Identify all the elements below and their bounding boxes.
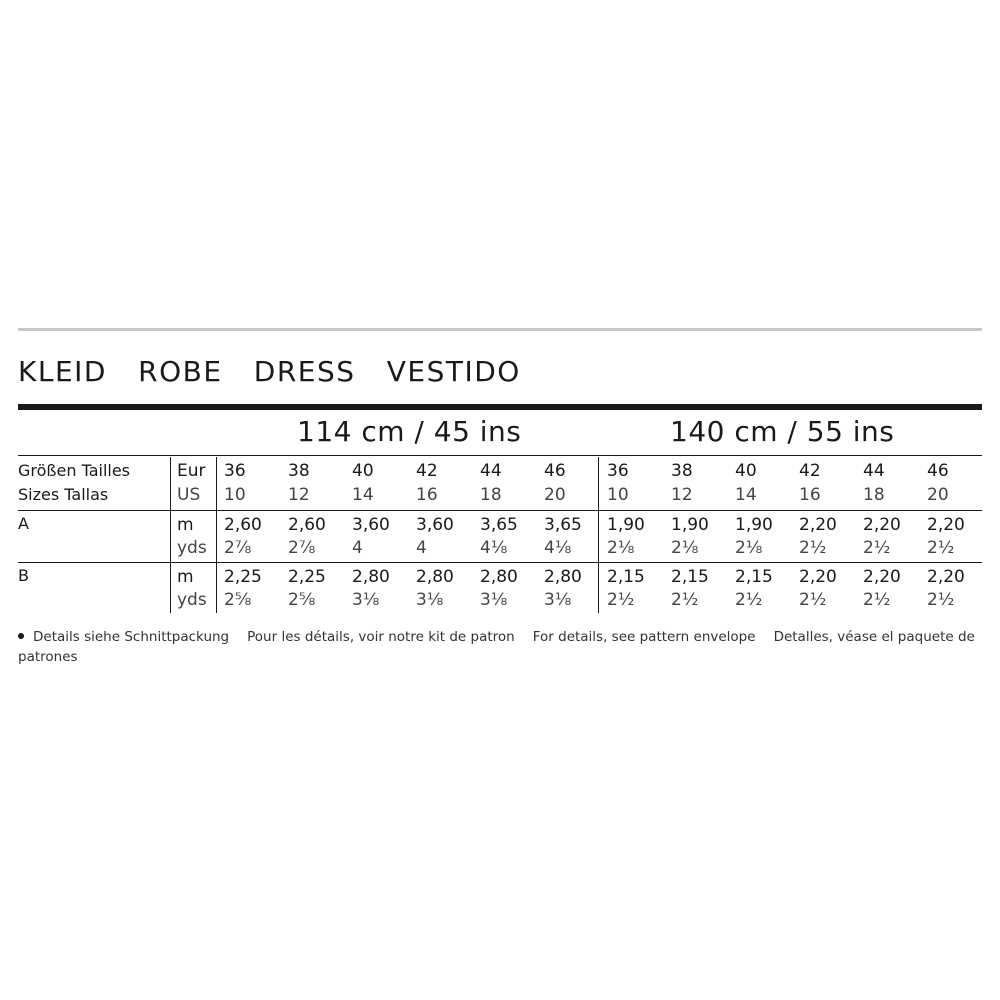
row-b-m-cell: 2,15 bbox=[671, 567, 709, 587]
us-size-cell: 20 bbox=[544, 485, 566, 505]
footnote-de: Details siehe Schnittpackung bbox=[33, 629, 230, 645]
row-b-m-cell: 2,20 bbox=[863, 567, 901, 587]
row-b-m-cell: 2,80 bbox=[416, 567, 454, 587]
us-label: US bbox=[177, 485, 201, 505]
footnote-fr: Pour les détails, voir notre kit de patron bbox=[247, 629, 515, 645]
row-b-yds-cell: 3⅛ bbox=[352, 590, 380, 610]
row-a-yds-cell: 2⅛ bbox=[671, 538, 699, 558]
size-label-de-fr: Größen Tailles bbox=[18, 461, 131, 480]
unit-column-divider bbox=[216, 457, 217, 613]
eur-size-cell: 40 bbox=[352, 461, 374, 481]
row-b-yds-cell: 2½ bbox=[671, 590, 699, 610]
eur-size-cell: 36 bbox=[607, 461, 629, 481]
row-a-m-cell: 2,20 bbox=[799, 515, 837, 535]
eur-size-cell: 46 bbox=[927, 461, 949, 481]
row-a-m-cell: 2,60 bbox=[288, 515, 326, 535]
eur-label: Eur bbox=[177, 461, 206, 481]
row-b-m-cell: 2,15 bbox=[735, 567, 773, 587]
row-a-label: A bbox=[18, 514, 29, 533]
row-a-m-cell: 1,90 bbox=[671, 515, 709, 535]
us-size-cell: 18 bbox=[863, 485, 885, 505]
eur-size-cell: 46 bbox=[544, 461, 566, 481]
row-b-m-cell: 2,25 bbox=[288, 567, 326, 587]
row-b-yds-cell: 2½ bbox=[607, 590, 635, 610]
row-b-yds-cell: 2½ bbox=[863, 590, 891, 610]
fabric-width-140: 140 cm / 55 ins bbox=[670, 415, 895, 448]
row-a-yds-cell: 2½ bbox=[927, 538, 955, 558]
eur-size-cell: 42 bbox=[416, 461, 438, 481]
us-size-cell: 12 bbox=[288, 485, 310, 505]
row-a-yds-cell: 2⅞ bbox=[288, 538, 316, 558]
eur-size-cell: 36 bbox=[224, 461, 246, 481]
row-b-unit-m: m bbox=[177, 567, 194, 587]
header-rule bbox=[18, 455, 982, 456]
row-b-m-cell: 2,25 bbox=[224, 567, 262, 587]
row-b-label: B bbox=[18, 566, 29, 585]
row-b-m-cell: 2,80 bbox=[544, 567, 582, 587]
footnote-es: Detalles, véase el paquete de patrones bbox=[18, 629, 975, 665]
row-b-m-cell: 2,80 bbox=[480, 567, 518, 587]
row-b-yds-cell: 3⅛ bbox=[544, 590, 572, 610]
row-a-m-cell: 2,60 bbox=[224, 515, 262, 535]
row-a-m-cell: 3,65 bbox=[544, 515, 582, 535]
row-a-yds-cell: 2⅛ bbox=[735, 538, 763, 558]
title-underline bbox=[18, 404, 982, 410]
fabric-width-114: 114 cm / 45 ins bbox=[297, 415, 522, 448]
row-b-unit-yds: yds bbox=[177, 590, 207, 610]
row-b-yds-cell: 2½ bbox=[735, 590, 763, 610]
us-size-cell: 16 bbox=[799, 485, 821, 505]
row-a-yds-cell: 4 bbox=[416, 538, 427, 558]
row-b-yds-cell: 3⅛ bbox=[416, 590, 444, 610]
row-b-m-cell: 2,80 bbox=[352, 567, 390, 587]
us-size-cell: 18 bbox=[480, 485, 502, 505]
us-size-cell: 16 bbox=[416, 485, 438, 505]
row-a-yds-cell: 2⅛ bbox=[607, 538, 635, 558]
eur-size-cell: 44 bbox=[480, 461, 502, 481]
row-a-m-cell: 3,65 bbox=[480, 515, 518, 535]
eur-size-cell: 38 bbox=[671, 461, 693, 481]
eur-size-cell: 38 bbox=[288, 461, 310, 481]
top-divider bbox=[18, 328, 982, 331]
us-size-cell: 14 bbox=[352, 485, 374, 505]
row-a-m-cell: 2,20 bbox=[863, 515, 901, 535]
row-a-yds-cell: 2½ bbox=[799, 538, 827, 558]
row-a-yds-cell: 2½ bbox=[863, 538, 891, 558]
row-a-yds-cell: 4 bbox=[352, 538, 363, 558]
us-size-cell: 14 bbox=[735, 485, 757, 505]
us-size-cell: 10 bbox=[607, 485, 629, 505]
row-b-yds-cell: 2½ bbox=[799, 590, 827, 610]
us-size-cell: 10 bbox=[224, 485, 246, 505]
row-a-yds-cell: 4⅛ bbox=[480, 538, 508, 558]
row-a-m-cell: 3,60 bbox=[352, 515, 390, 535]
eur-size-cell: 40 bbox=[735, 461, 757, 481]
row-a-m-cell: 2,20 bbox=[927, 515, 965, 535]
row-a-m-cell: 1,90 bbox=[607, 515, 645, 535]
row-a-m-cell: 1,90 bbox=[735, 515, 773, 535]
us-size-cell: 12 bbox=[671, 485, 693, 505]
size-label-en-es: Sizes Tallas bbox=[18, 485, 109, 504]
row-b-yds-cell: 2⅝ bbox=[288, 590, 316, 610]
row-b-yds-cell: 3⅛ bbox=[480, 590, 508, 610]
eur-size-cell: 44 bbox=[863, 461, 885, 481]
row-b-yds-cell: 2½ bbox=[927, 590, 955, 610]
row-a-yds-cell: 2⅞ bbox=[224, 538, 252, 558]
row-a-unit-m: m bbox=[177, 515, 194, 535]
row-b-yds-cell: 2⅝ bbox=[224, 590, 252, 610]
row-b-m-cell: 2,20 bbox=[927, 567, 965, 587]
row-b-m-cell: 2,15 bbox=[607, 567, 645, 587]
row-a-m-cell: 3,60 bbox=[416, 515, 454, 535]
row-a-unit-yds: yds bbox=[177, 538, 207, 558]
us-size-cell: 20 bbox=[927, 485, 949, 505]
eur-size-cell: 42 bbox=[799, 461, 821, 481]
footnote bbox=[18, 627, 978, 667]
footnote-en: For details, see pattern envelope bbox=[532, 629, 756, 645]
row-b-rule bbox=[18, 562, 982, 563]
row-a-yds-cell: 4⅛ bbox=[544, 538, 572, 558]
row-b-m-cell: 2,20 bbox=[799, 567, 837, 587]
label-column-divider bbox=[170, 457, 171, 613]
width-group-divider bbox=[598, 457, 599, 613]
page-title: KLEID ROBE DRESS VESTIDO bbox=[18, 355, 521, 388]
bullet-icon bbox=[18, 633, 24, 639]
row-a-rule bbox=[18, 510, 982, 511]
